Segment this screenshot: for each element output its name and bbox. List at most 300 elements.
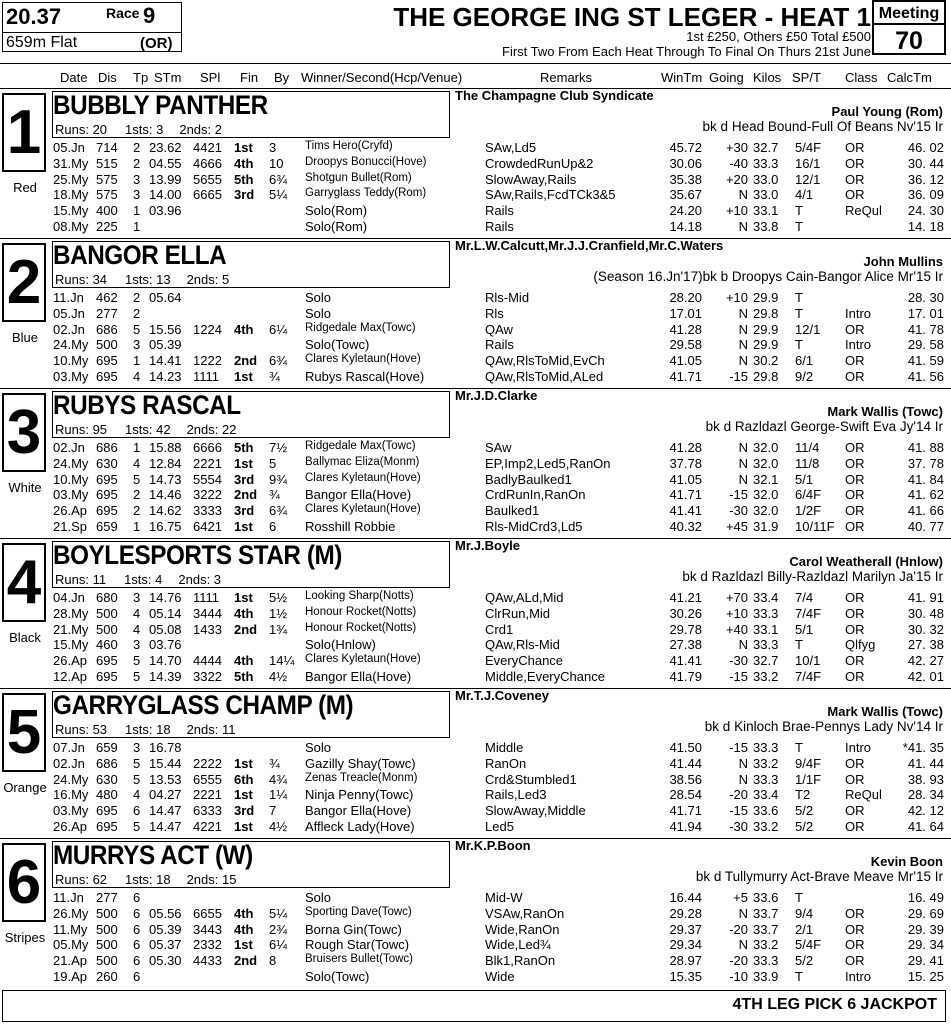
career-wins: 1sts: 3 (125, 122, 164, 137)
trainer: Mark Wallis (Towc) (827, 404, 943, 419)
col-wintm: WinTm (661, 70, 703, 85)
run-date: 11.Jn (53, 290, 84, 305)
run-kilos: 29.9 (753, 337, 779, 353)
run-going: +10 (725, 290, 748, 305)
run-sectional: 14.47 (149, 819, 182, 834)
run-finish: 3rd (234, 803, 255, 819)
run-sp: T2 (795, 787, 811, 803)
run-kilos: 32.0 (753, 455, 779, 471)
run-kilos: 33.0 (753, 187, 779, 203)
run-distance: 575 (96, 171, 118, 187)
run-calc-time: 29. 41 (907, 953, 944, 969)
run-going: N (738, 353, 748, 369)
career-runs: Runs: 53 (55, 722, 108, 737)
run-kilos: 29.9 (753, 290, 779, 305)
run-sp: T (795, 337, 803, 353)
run-win-time: 29.34 (669, 937, 702, 953)
run-sp: 12/1 (795, 321, 821, 337)
footer-text: 4TH LEG PICK 6 JACKPOT (732, 996, 937, 1013)
run-trap: 2 (133, 290, 141, 305)
run-split-positions: 6555 (193, 771, 222, 787)
run-kilos: 33.8 (753, 219, 779, 234)
run-sectional: 15.56 (149, 321, 182, 337)
run-calc-time: 42. 01 (907, 669, 944, 684)
run-finish: 5th (234, 171, 254, 187)
run-date: 25.My (53, 171, 89, 187)
run-date: 31.My (53, 155, 89, 171)
trap-colour: Orange (3, 780, 47, 795)
run-split-positions: 5554 (193, 471, 222, 487)
run-sectional: 16.78 (149, 740, 182, 755)
col-remarks: Remarks (540, 70, 593, 85)
form-row (0, 669, 951, 684)
run-kilos: 33.3 (753, 637, 779, 653)
run-date: 24.My (53, 771, 89, 787)
run-distance-beaten: 3 (269, 140, 277, 155)
run-finish: 3rd (234, 187, 255, 203)
form-row (0, 890, 951, 905)
run-sp: 9/4F (795, 755, 822, 771)
run-win-time: 29.37 (669, 921, 702, 937)
breeding: bk d Tullymurry Act-Brave Meave Mr'15 Ir (695, 869, 943, 884)
dog-name-box (52, 391, 450, 438)
run-remarks: EP,Imp2,Led5,RanOn (485, 455, 611, 471)
run-distance: 460 (96, 637, 118, 653)
run-remarks: EveryChance (485, 653, 564, 669)
race-title: THE GEORGE ING ST LEGER - HEAT 1 (393, 2, 871, 32)
run-going: -40 (729, 155, 748, 171)
run-split-positions: 2221 (193, 787, 222, 803)
run-distance: 500 (96, 937, 118, 953)
run-date: 21.My (53, 621, 89, 637)
run-distance: 686 (96, 321, 118, 337)
col-dis: Dis (98, 70, 117, 85)
run-sp: T (795, 969, 803, 984)
run-sectional: 14.73 (149, 471, 182, 487)
run-sp: 11/4 (795, 440, 820, 455)
career-runs: Runs: 95 (55, 422, 108, 437)
run-winner-second: Looking Sharp(Notts) (305, 590, 414, 602)
run-trap: 2 (133, 503, 141, 519)
run-calc-time: 41. 78 (907, 321, 944, 337)
form-row (0, 606, 951, 621)
run-kilos: 32.1 (753, 471, 779, 487)
run-kilos: 32.7 (753, 653, 779, 669)
run-going: -10 (729, 969, 748, 984)
career-seconds: 2nds: 3 (178, 572, 222, 587)
run-going: +10 (725, 605, 748, 621)
run-distance: 630 (96, 771, 118, 787)
run-split-positions: 3322 (193, 669, 222, 684)
race-label: Race (106, 5, 140, 21)
run-going: -15 (729, 803, 748, 819)
run-winner-second: Solo(Towc) (305, 969, 370, 984)
runner-divider (0, 238, 951, 239)
run-going: N (738, 755, 748, 771)
run-sectional: 14.23 (149, 369, 182, 384)
run-sp: 7/4F (795, 669, 822, 684)
run-class: ReQul (845, 787, 882, 803)
run-going: +10 (725, 203, 748, 219)
race-info-divider (3, 32, 181, 33)
run-distance: 695 (96, 369, 118, 384)
run-distance: 695 (96, 653, 118, 669)
run-sp: 6/1 (795, 353, 814, 369)
run-finish: 5th (234, 669, 254, 684)
run-win-time: 29.58 (669, 337, 702, 353)
run-class: OR (845, 921, 865, 937)
run-distance-beaten: ¾ (269, 487, 280, 503)
run-kilos: 29.8 (753, 369, 779, 384)
form-row (0, 187, 951, 202)
meeting-box (872, 0, 946, 55)
run-remarks: SAw,Rails,FcdTCk3&5 (485, 187, 616, 203)
run-sectional: 23.62 (149, 140, 182, 155)
form-row (0, 487, 951, 502)
owner: Mr.K.P.Boon (455, 838, 531, 853)
form-row (0, 353, 951, 368)
run-winner-second: Bangor Ella(Hove) (305, 669, 412, 684)
run-class: OR (845, 353, 865, 369)
run-split-positions: 6421 (193, 519, 222, 534)
run-finish: 1st (234, 519, 253, 534)
run-sectional: 14.47 (149, 803, 182, 819)
run-going: N (738, 455, 748, 471)
run-going: +5 (733, 890, 748, 905)
run-date: 26.Ap (53, 503, 87, 519)
run-trap: 1 (133, 219, 141, 234)
run-trap: 6 (133, 953, 141, 969)
form-row (0, 969, 951, 984)
run-class: OR (845, 819, 865, 834)
run-date: 11.Jn (53, 890, 84, 905)
run-going: +30 (725, 140, 748, 155)
run-calc-time: 46. 02 (907, 140, 944, 155)
run-kilos: 33.7 (753, 921, 779, 937)
career-runs: Runs: 11 (55, 572, 107, 587)
run-calc-time: 41. 88 (907, 440, 944, 455)
run-finish: 1st (234, 369, 253, 384)
run-split-positions: 1222 (193, 353, 222, 369)
dog-name-box (52, 691, 450, 738)
form-row (0, 906, 951, 921)
run-class: OR (845, 455, 865, 471)
run-split-positions: 1111 (193, 590, 220, 605)
run-class: OR (845, 440, 865, 455)
form-row (0, 156, 951, 171)
run-class: OR (845, 755, 865, 771)
run-going: N (738, 219, 748, 234)
form-row (0, 922, 951, 937)
run-sp: 5/4F (795, 937, 822, 953)
run-finish: 1st (234, 819, 253, 834)
runner-divider (0, 88, 951, 89)
run-sp: 5/1 (795, 621, 814, 637)
run-winner-second: Solo(Towc) (305, 337, 370, 353)
run-win-time: 41.71 (669, 803, 702, 819)
run-winner-second: Honour Rocket(Notts) (305, 621, 417, 634)
run-date: 10.My (53, 471, 89, 487)
run-calc-time: 17. 01 (907, 305, 944, 321)
run-sp: 5/2 (795, 953, 814, 969)
run-date: 15.My (53, 637, 89, 653)
run-distance-beaten: ¾ (269, 755, 280, 771)
run-remarks: SlowAway,Middle (485, 803, 586, 819)
run-trap: 1 (133, 440, 141, 455)
run-win-time: 41.28 (669, 440, 702, 455)
run-kilos: 29.9 (753, 321, 779, 337)
run-sectional: 15.88 (149, 440, 182, 455)
dog-name: BOYLESPORTS STAR (M) (53, 540, 342, 570)
run-remarks: QAw,RlsToMid,ALed (485, 369, 604, 384)
run-sectional: 14.46 (149, 487, 182, 503)
run-kilos: 33.1 (753, 621, 779, 637)
run-trap: 1 (133, 519, 141, 534)
career-record (55, 272, 229, 287)
runner-block (0, 238, 951, 388)
run-calc-time: 29. 69 (907, 905, 944, 921)
run-trap: 2 (133, 140, 141, 155)
runner-divider (0, 838, 951, 839)
run-distance-beaten: 6 (269, 519, 277, 534)
career-record (55, 572, 221, 587)
career-wins: 1sts: 4 (124, 572, 163, 587)
run-calc-time: 30. 32 (907, 621, 944, 637)
run-sectional: 05.39 (149, 337, 182, 353)
run-class: OR (845, 771, 865, 787)
career-wins: 1sts: 13 (125, 272, 171, 287)
run-date: 05.My (53, 937, 89, 953)
run-sp: 5/1 (795, 471, 814, 487)
form-row (0, 803, 951, 818)
run-win-time: 41.28 (669, 321, 702, 337)
trap-number: 5 (6, 698, 42, 767)
run-win-time: 41.41 (669, 503, 702, 519)
run-class: OR (845, 487, 865, 503)
run-sp: 6/4F (795, 487, 822, 503)
career-seconds: 2nds: 5 (186, 272, 230, 287)
run-distance: 277 (96, 305, 118, 321)
meeting-number: 70 (895, 27, 923, 55)
run-distance: 695 (96, 487, 118, 503)
run-trap: 5 (133, 771, 141, 787)
run-sp: 5/4F (795, 140, 822, 155)
runner-divider (0, 388, 951, 389)
run-distance: 225 (96, 219, 118, 234)
run-winner-second: Honour Rocket(Notts) (305, 605, 417, 618)
run-sp: 1/2F (795, 503, 822, 519)
run-class: OR (845, 803, 865, 819)
run-date: 02.Jn (53, 321, 85, 337)
run-split-positions: 1224 (193, 321, 222, 337)
run-split-positions: 3222 (193, 487, 222, 503)
run-distance: 695 (96, 353, 118, 369)
run-trap: 3 (133, 740, 141, 755)
form-row (0, 503, 951, 518)
run-sp: T (795, 203, 803, 219)
run-kilos: 33.2 (753, 819, 779, 834)
run-winner-second: Clares Kyletaun(Hove) (305, 653, 421, 666)
run-trap: 3 (133, 637, 141, 653)
form-row (0, 472, 951, 487)
run-winner-second: Ninja Penny(Towc) (305, 787, 414, 803)
runner-block (0, 688, 951, 838)
run-class: OR (845, 519, 865, 534)
race-info-box (2, 2, 182, 52)
run-trap: 6 (133, 905, 141, 921)
run-going: -30 (729, 503, 748, 519)
run-calc-time: 30. 48 (907, 605, 944, 621)
run-going: -15 (729, 740, 748, 755)
run-date: 03.My (53, 803, 89, 819)
trap-colour: Blue (11, 330, 39, 345)
owner: The Champagne Club Syndicate (455, 88, 654, 103)
run-remarks: Rails,Led3 (485, 787, 547, 803)
run-kilos: 30.2 (753, 353, 779, 369)
run-trap: 5 (133, 653, 141, 669)
run-distance-beaten: 6¾ (269, 503, 288, 519)
run-winner-second: Clares Kyletaun(Hove) (305, 471, 421, 484)
run-class: Intro (845, 740, 872, 755)
run-calc-time: 38. 93 (907, 771, 944, 787)
run-sp: 2/1 (795, 921, 814, 937)
run-distance: 686 (96, 755, 118, 771)
run-going: -30 (729, 653, 748, 669)
run-winner-second: Zenas Treacle(Monm) (305, 771, 418, 784)
run-winner-second: Solo (305, 290, 332, 305)
run-sectional: 16.75 (149, 519, 182, 534)
run-sectional: 04.55 (149, 155, 182, 171)
run-date: 12.Ap (53, 669, 87, 684)
run-win-time: 28.20 (669, 290, 702, 305)
run-class: Intro (845, 305, 872, 321)
run-trap: 1 (133, 203, 141, 219)
run-remarks: BadlyBaulked1 (485, 471, 572, 487)
run-win-time: 30.06 (669, 155, 702, 171)
heat-note: First Two From Each Heat Through To Final On Thurs 21st June (502, 44, 871, 59)
run-winner-second: Solo (305, 740, 332, 755)
run-kilos: 33.7 (753, 905, 779, 921)
run-date: 19.Ap (53, 969, 87, 984)
run-remarks: Rls-MidCrd3,Ld5 (485, 519, 583, 534)
run-distance: 630 (96, 455, 118, 471)
form-row (0, 306, 951, 321)
run-remarks: QAw (485, 321, 513, 337)
run-trap: 2 (133, 155, 141, 171)
run-class: Qlfyg (845, 637, 876, 653)
owner: Mr.J.D.Clarke (455, 388, 538, 403)
run-finish: 4th (234, 653, 254, 669)
race-time: 20.37 (6, 4, 62, 29)
run-going: N (738, 937, 748, 953)
run-winner-second: Droopys Bonucci(Hove) (305, 155, 427, 168)
run-win-time: 41.79 (669, 669, 702, 684)
run-calc-time: *41. 35 (902, 740, 944, 755)
run-split-positions: 4433 (193, 953, 222, 969)
run-distance-beaten: 2¾ (269, 921, 288, 937)
run-calc-time: 41. 62 (907, 487, 944, 503)
run-kilos: 33.4 (753, 787, 779, 803)
run-sp: T (795, 219, 803, 234)
run-distance-beaten: 9¾ (269, 471, 288, 487)
run-sectional: 04.27 (149, 787, 182, 803)
career-seconds: 2nds: 22 (186, 422, 237, 437)
run-going: -15 (729, 369, 748, 384)
run-win-time: 45.72 (669, 140, 702, 155)
run-remarks: Wide (485, 969, 515, 984)
run-calc-time: 15. 25 (907, 969, 944, 984)
run-trap: 6 (133, 890, 141, 905)
prize-money: 1st £250, Others £50 Total £500 (686, 29, 871, 44)
run-kilos: 32.0 (753, 440, 779, 455)
run-trap: 3 (133, 171, 141, 187)
run-date: 24.My (53, 455, 89, 471)
trap-number: 6 (6, 848, 42, 917)
owner: Mr.T.J.Coveney (455, 688, 549, 703)
breeding: bk d Head Bound-Full Of Beans Nv'15 Ir (702, 119, 943, 134)
runner-block (0, 88, 951, 238)
run-split-positions: 2332 (193, 937, 222, 953)
col-fin: Fin (240, 70, 259, 85)
run-winner-second: Ridgedale Max(Towc) (305, 321, 416, 334)
run-kilos: 32.7 (753, 140, 779, 155)
run-distance-beaten: 5½ (269, 590, 288, 605)
run-remarks: VSAw,RanOn (485, 905, 565, 921)
run-win-time: 41.44 (669, 755, 702, 771)
run-win-time: 29.28 (669, 905, 702, 921)
career-record (55, 422, 236, 437)
run-winner-second: Solo (305, 890, 332, 905)
run-sp: 9/4 (795, 905, 814, 921)
run-split-positions: 1433 (193, 621, 222, 637)
run-distance: 680 (96, 590, 118, 605)
run-finish: 2nd (234, 621, 258, 637)
dog-name: RUBYS RASCAL (53, 390, 241, 420)
run-sp: 7/4F (795, 605, 822, 621)
run-finish: 1st (234, 455, 253, 471)
run-kilos: 33.1 (753, 203, 779, 219)
run-finish: 4th (234, 155, 254, 171)
run-split-positions: 6333 (193, 803, 222, 819)
run-trap: 5 (133, 755, 141, 771)
run-finish: 1st (234, 590, 253, 605)
run-sp: 12/1 (795, 171, 821, 187)
run-winner-second: Borna Gin(Towc) (305, 921, 402, 937)
form-row (0, 456, 951, 471)
run-winner-second: Solo(Rom) (305, 203, 368, 219)
run-distance: 695 (96, 471, 118, 487)
run-split-positions: 2222 (193, 755, 222, 771)
run-date: 21.Sp (53, 519, 87, 534)
run-distance: 695 (96, 503, 118, 519)
run-going: +45 (725, 519, 748, 534)
run-sp: 11/8 (795, 455, 820, 471)
run-winner-second: Tims Hero(Cryfd) (305, 140, 393, 152)
run-kilos: 33.6 (753, 890, 779, 905)
run-kilos: 33.4 (753, 590, 779, 605)
run-going: -30 (729, 819, 748, 834)
run-class: OR (845, 953, 865, 969)
run-class: OR (845, 155, 865, 171)
run-distance: 686 (96, 440, 118, 455)
run-remarks: Led5 (485, 819, 514, 834)
form-row (0, 937, 951, 952)
trainer: Mark Wallis (Towc) (827, 704, 943, 719)
run-sp: T (795, 305, 803, 321)
run-kilos: 33.2 (753, 755, 779, 771)
run-win-time: 17.01 (669, 305, 702, 321)
career-seconds: 2nds: 2 (179, 122, 222, 137)
